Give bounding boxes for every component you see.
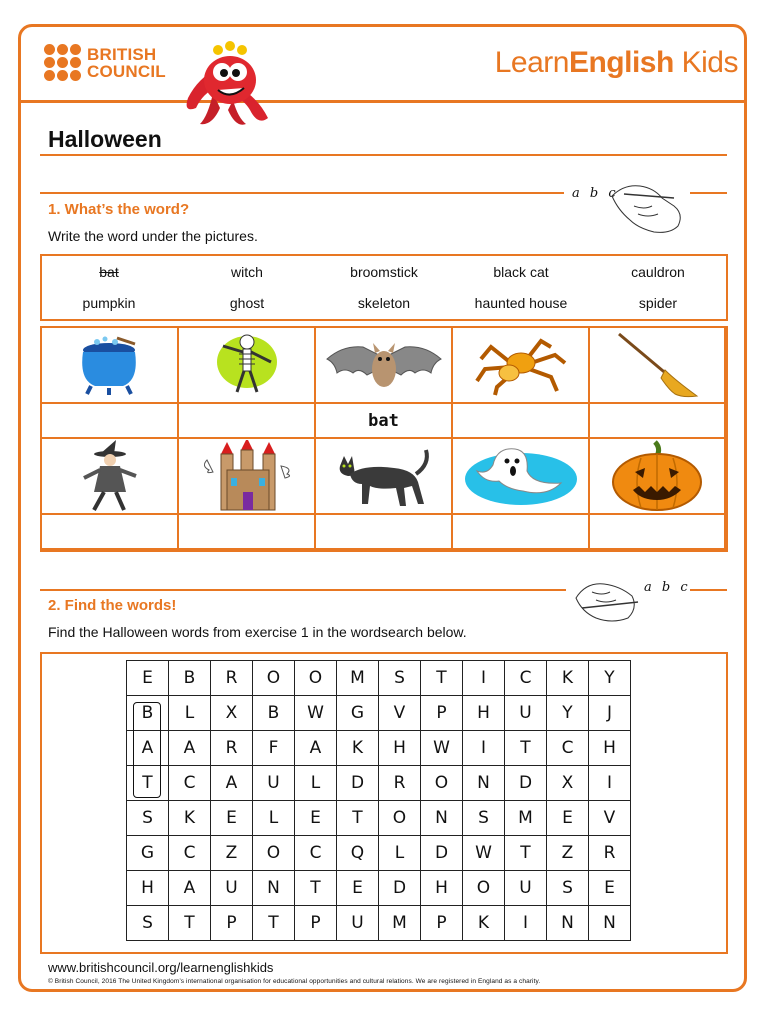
spider-icon xyxy=(471,333,571,397)
word-bank-item: ghost xyxy=(229,295,265,311)
section2-rule xyxy=(40,589,566,591)
section1-instruction: Write the word under the pictures. xyxy=(48,228,258,244)
wordsearch-cell[interactable]: F xyxy=(253,731,295,766)
logo-text-learn: Learn xyxy=(494,46,569,79)
answer-cell[interactable] xyxy=(590,515,726,550)
wordsearch-cell[interactable]: I xyxy=(463,661,505,696)
wordsearch-cell[interactable]: K xyxy=(547,661,589,696)
wordsearch-cell[interactable]: D xyxy=(505,766,547,801)
word-bank-item: broomstick xyxy=(350,264,418,280)
wordsearch-cell[interactable]: W xyxy=(421,731,463,766)
wordsearch-cell[interactable]: V xyxy=(379,696,421,731)
header-divider xyxy=(18,100,747,103)
wordsearch-cell[interactable]: B xyxy=(127,696,169,731)
wordsearch-row xyxy=(127,836,631,871)
answer-cell[interactable] xyxy=(453,515,590,550)
wordsearch-cell[interactable]: D xyxy=(421,836,463,871)
wordsearch-row xyxy=(127,731,631,766)
wordsearch-cell[interactable]: N xyxy=(421,801,463,836)
wordsearch-cell[interactable]: P xyxy=(211,906,253,941)
answer-cell[interactable] xyxy=(590,404,726,439)
wordsearch-cell[interactable]: T xyxy=(421,661,463,696)
example-answer: bat xyxy=(368,410,399,431)
wordsearch-cell[interactable]: O xyxy=(379,801,421,836)
title-underline xyxy=(40,154,727,156)
answer-cell[interactable] xyxy=(42,515,179,550)
picture-cell xyxy=(42,439,179,515)
footer-copyright: © British Council, 2016 The United Kingdom’s international organisation for educational opportunities and cultural relations. We are registered in England as a charity. xyxy=(48,978,541,985)
wordsearch-cell[interactable]: Z xyxy=(211,836,253,871)
section1-rule-right xyxy=(690,192,727,194)
wordsearch-cell[interactable]: S xyxy=(547,871,589,906)
section1-rule xyxy=(40,192,564,194)
wordsearch-cell[interactable]: Y xyxy=(589,661,631,696)
word-bank-item: haunted house xyxy=(474,295,568,311)
wordsearch-cell[interactable]: E xyxy=(337,871,379,906)
wordsearch-cell[interactable]: K xyxy=(463,906,505,941)
picture-cell xyxy=(590,439,726,515)
wordsearch-cell[interactable]: E xyxy=(211,801,253,836)
wordsearch-cell[interactable]: L xyxy=(295,766,337,801)
wordsearch-cell[interactable]: A xyxy=(211,766,253,801)
section2-heading: 2. Find the words! xyxy=(48,597,177,614)
word-bank-item: witch xyxy=(231,264,263,280)
wordsearch-cell[interactable]: L xyxy=(379,836,421,871)
haunted-house-icon xyxy=(197,440,297,512)
wordsearch-cell[interactable]: H xyxy=(463,696,505,731)
wordsearch-cell[interactable]: I xyxy=(505,906,547,941)
answer-cell[interactable] xyxy=(453,404,590,439)
wordsearch-cell[interactable]: C xyxy=(547,731,589,766)
wordsearch-cell[interactable]: U xyxy=(505,696,547,731)
wordsearch-cell[interactable]: S xyxy=(379,661,421,696)
wordsearch-cell[interactable]: T xyxy=(337,801,379,836)
wordsearch-cell[interactable]: P xyxy=(421,906,463,941)
wordsearch-cell[interactable]: U xyxy=(253,766,295,801)
wordsearch-cell[interactable]: C xyxy=(169,836,211,871)
wordsearch-cell[interactable]: T xyxy=(505,836,547,871)
wordsearch-cell[interactable]: G xyxy=(127,836,169,871)
picture-cell xyxy=(316,328,453,404)
wordsearch-cell[interactable]: R xyxy=(211,731,253,766)
wordsearch-row xyxy=(127,661,631,696)
wordsearch-cell[interactable]: N xyxy=(589,906,631,941)
wordsearch-cell[interactable]: H xyxy=(589,731,631,766)
wordsearch-cell[interactable]: E xyxy=(547,801,589,836)
wordsearch-cell[interactable]: B xyxy=(169,661,211,696)
wordsearch-row xyxy=(127,871,631,906)
wordsearch-cell[interactable]: C xyxy=(505,661,547,696)
wordsearch-cell[interactable]: H xyxy=(421,871,463,906)
wordsearch-cell[interactable]: T xyxy=(295,871,337,906)
writing-hand-icon xyxy=(604,176,688,238)
wordsearch-cell[interactable]: W xyxy=(295,696,337,731)
wordsearch-cell[interactable]: T xyxy=(253,906,295,941)
wordsearch-cell[interactable]: O xyxy=(295,661,337,696)
wordsearch-cell[interactable]: V xyxy=(589,801,631,836)
wordsearch-cell[interactable]: E xyxy=(295,801,337,836)
found-word-circle xyxy=(133,702,161,798)
wordsearch-row xyxy=(127,696,631,731)
wordsearch-cell[interactable]: T xyxy=(169,906,211,941)
wordsearch-cell[interactable]: N xyxy=(253,871,295,906)
wordsearch-cell[interactable]: D xyxy=(379,871,421,906)
logo-dots-icon xyxy=(44,44,81,81)
word-bank-item: cauldron xyxy=(631,264,685,280)
section2-rule-right xyxy=(690,589,727,591)
picture-cell xyxy=(590,328,726,404)
wordsearch-cell[interactable]: U xyxy=(211,871,253,906)
wordsearch-cell[interactable]: M xyxy=(505,801,547,836)
wordsearch-cell[interactable]: J xyxy=(589,696,631,731)
wordsearch-cell[interactable]: I xyxy=(463,731,505,766)
picture-cell xyxy=(453,328,590,404)
wordsearch-cell[interactable]: X xyxy=(211,696,253,731)
wordsearch-cell[interactable]: U xyxy=(337,906,379,941)
ghost-icon xyxy=(463,441,579,511)
picture-grid xyxy=(40,326,728,552)
wordsearch-cell[interactable]: Z xyxy=(547,836,589,871)
section1-abc: a b c xyxy=(572,186,619,201)
section2-abc: a b c xyxy=(644,580,691,595)
wordsearch-cell[interactable]: P xyxy=(295,906,337,941)
wordsearch-cell[interactable]: I xyxy=(589,766,631,801)
section1-heading: 1. What’s the word? xyxy=(48,201,190,218)
wordsearch-cell[interactable]: Q xyxy=(337,836,379,871)
wordsearch-cell[interactable]: A xyxy=(169,731,211,766)
wordsearch-cell[interactable]: S xyxy=(463,801,505,836)
british-council-logo xyxy=(44,44,166,81)
bat-icon xyxy=(323,337,445,393)
picture-cell xyxy=(179,328,316,404)
wordsearch-cell[interactable]: N xyxy=(463,766,505,801)
wordsearch-cell[interactable]: S xyxy=(127,906,169,941)
section2-instruction: Find the Halloween words from exercise 1 in the wordsearch below. xyxy=(48,624,467,640)
answer-cell[interactable] xyxy=(179,404,316,439)
broomstick-icon xyxy=(613,330,701,400)
wordsearch-cell[interactable]: D xyxy=(337,766,379,801)
wordsearch-cell[interactable]: R xyxy=(211,661,253,696)
wordsearch-cell[interactable]: T xyxy=(127,766,169,801)
wordsearch-cell[interactable]: H xyxy=(379,731,421,766)
wordsearch-cell[interactable]: Y xyxy=(547,696,589,731)
wordsearch-cell[interactable]: C xyxy=(295,836,337,871)
logo-text-english: English xyxy=(568,46,674,79)
wordsearch-cell[interactable]: A xyxy=(127,731,169,766)
wordsearch-cell[interactable]: B xyxy=(253,696,295,731)
wordsearch-cell[interactable]: S xyxy=(127,801,169,836)
brand-line-2: COUNCIL xyxy=(87,61,166,81)
wordsearch-cell[interactable]: E xyxy=(589,871,631,906)
answer-cell[interactable] xyxy=(42,404,179,439)
wordsearch-cell[interactable]: K xyxy=(169,801,211,836)
footer-url[interactable]: www.britishcouncil.org/learnenglishkids xyxy=(48,960,274,975)
wordsearch-cell[interactable]: G xyxy=(337,696,379,731)
wordsearch-cell[interactable]: K xyxy=(337,731,379,766)
wordsearch-cell[interactable]: U xyxy=(505,871,547,906)
monster-mascot-icon xyxy=(178,38,278,130)
word-bank xyxy=(40,254,728,321)
wordsearch-cell[interactable]: L xyxy=(169,696,211,731)
wordsearch-row xyxy=(127,766,631,801)
wordsearch-row xyxy=(127,801,631,836)
wordsearch-cell[interactable]: O xyxy=(253,661,295,696)
wordsearch-cell[interactable]: E xyxy=(127,661,169,696)
wordsearch-cell[interactable]: P xyxy=(421,696,463,731)
answer-cell[interactable] xyxy=(179,515,316,550)
word-bank-item: spider xyxy=(638,295,678,311)
logo-text-kids: Kids xyxy=(673,46,738,79)
picture-cell xyxy=(316,439,453,515)
learnenglish-kids-logo xyxy=(495,46,738,80)
cauldron-icon xyxy=(75,334,145,396)
wordsearch-row xyxy=(127,906,631,941)
wordsearch-cell[interactable]: A xyxy=(169,871,211,906)
word-bank-item: bat xyxy=(99,264,119,280)
wordsearch-cell[interactable]: R xyxy=(379,766,421,801)
wordsearch-cell[interactable]: W xyxy=(463,836,505,871)
wordsearch-cell[interactable]: O xyxy=(421,766,463,801)
wordsearch-cell[interactable]: M xyxy=(379,906,421,941)
answer-cell[interactable] xyxy=(316,404,453,439)
witch-icon xyxy=(80,440,140,512)
wordsearch-cell[interactable]: O xyxy=(253,836,295,871)
wordsearch-cell[interactable]: X xyxy=(547,766,589,801)
wordsearch-cell[interactable]: A xyxy=(295,731,337,766)
wordsearch-cell[interactable]: N xyxy=(547,906,589,941)
picture-cell xyxy=(453,439,590,515)
word-bank-item: black cat xyxy=(493,264,549,280)
skeleton-icon xyxy=(209,332,285,398)
wordsearch-cell[interactable]: H xyxy=(127,871,169,906)
word-bank-item: pumpkin xyxy=(82,295,136,311)
word-bank-item: skeleton xyxy=(357,295,411,311)
page-title: Halloween xyxy=(48,126,162,152)
answer-cell[interactable] xyxy=(316,515,453,550)
brand-line-1: BRITISH xyxy=(87,44,157,64)
black-cat-icon xyxy=(334,444,434,508)
wordsearch-cell[interactable]: O xyxy=(463,871,505,906)
wordsearch-cell[interactable]: M xyxy=(337,661,379,696)
wordsearch-cell[interactable]: C xyxy=(169,766,211,801)
writing-hand-icon xyxy=(572,572,652,628)
pumpkin-icon xyxy=(611,440,703,512)
wordsearch-cell[interactable]: L xyxy=(253,801,295,836)
wordsearch-cell[interactable]: T xyxy=(505,731,547,766)
wordsearch-grid xyxy=(126,660,631,941)
picture-cell xyxy=(42,328,179,404)
picture-cell xyxy=(179,439,316,515)
wordsearch-cell[interactable]: R xyxy=(589,836,631,871)
